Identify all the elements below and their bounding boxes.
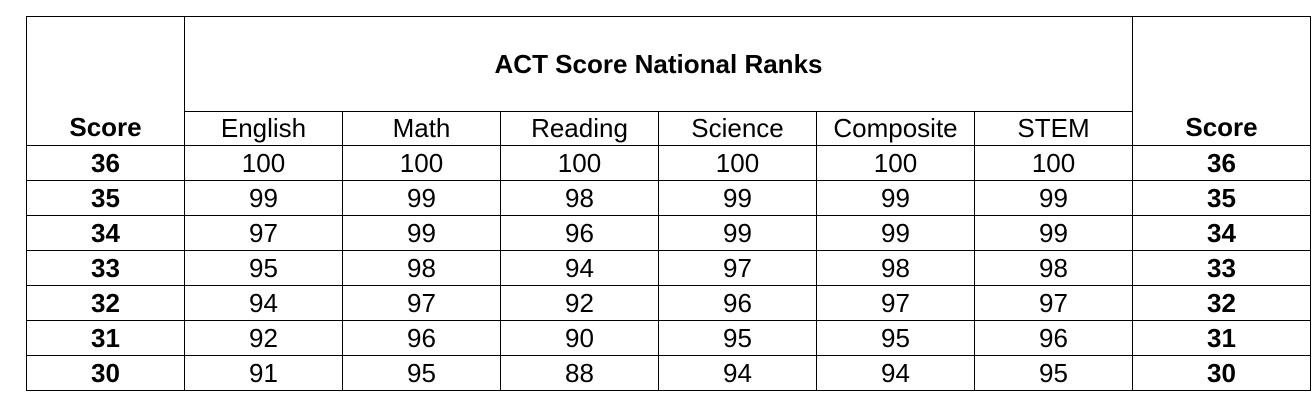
score-cell-right: 35 <box>1133 181 1311 216</box>
science-value: 97 <box>659 251 817 286</box>
stem-value: 96 <box>975 321 1133 356</box>
score-cell-left: 32 <box>27 286 185 321</box>
stem-value: 99 <box>975 181 1133 216</box>
math-value: 98 <box>343 251 501 286</box>
math-value: 95 <box>343 356 501 391</box>
composite-value: 95 <box>817 321 975 356</box>
english-value: 100 <box>185 146 343 181</box>
reading-value: 98 <box>501 181 659 216</box>
composite-value: 99 <box>817 181 975 216</box>
science-value: 100 <box>659 146 817 181</box>
english-value: 99 <box>185 181 343 216</box>
table-row <box>27 286 1311 321</box>
column-header-math: Math <box>343 112 501 146</box>
science-value: 99 <box>659 181 817 216</box>
english-value: 97 <box>185 216 343 251</box>
math-value: 96 <box>343 321 501 356</box>
composite-value: 97 <box>817 286 975 321</box>
column-header-english: English <box>185 112 343 146</box>
act-score-ranks-table <box>26 16 1311 391</box>
science-value: 96 <box>659 286 817 321</box>
reading-value: 92 <box>501 286 659 321</box>
score-cell-right: 34 <box>1133 216 1311 251</box>
score-header-left: Score <box>27 17 185 146</box>
reading-value: 90 <box>501 321 659 356</box>
stem-value: 100 <box>975 146 1133 181</box>
score-cell-left: 35 <box>27 181 185 216</box>
stem-value: 95 <box>975 356 1133 391</box>
table-row <box>27 146 1311 181</box>
score-cell-left: 31 <box>27 321 185 356</box>
english-value: 91 <box>185 356 343 391</box>
math-value: 99 <box>343 216 501 251</box>
table-row <box>27 321 1311 356</box>
english-value: 94 <box>185 286 343 321</box>
table-row <box>27 356 1311 391</box>
column-header-science: Science <box>659 112 817 146</box>
math-value: 99 <box>343 181 501 216</box>
score-header-right: Score <box>1133 17 1311 146</box>
english-value: 92 <box>185 321 343 356</box>
column-header-stem: STEM <box>975 112 1133 146</box>
math-value: 100 <box>343 146 501 181</box>
table-row <box>27 216 1311 251</box>
composite-value: 98 <box>817 251 975 286</box>
science-value: 94 <box>659 356 817 391</box>
stem-value: 97 <box>975 286 1133 321</box>
composite-value: 99 <box>817 216 975 251</box>
composite-value: 94 <box>817 356 975 391</box>
science-value: 95 <box>659 321 817 356</box>
score-cell-left: 33 <box>27 251 185 286</box>
table-body <box>27 146 1311 391</box>
science-value: 99 <box>659 216 817 251</box>
table-row <box>27 181 1311 216</box>
column-header-composite: Composite <box>817 112 975 146</box>
score-cell-right: 31 <box>1133 321 1311 356</box>
table-row <box>27 251 1311 286</box>
score-cell-left: 34 <box>27 216 185 251</box>
reading-value: 100 <box>501 146 659 181</box>
stem-value: 98 <box>975 251 1133 286</box>
reading-value: 88 <box>501 356 659 391</box>
score-cell-left: 30 <box>27 356 185 391</box>
score-cell-right: 30 <box>1133 356 1311 391</box>
title-row <box>27 17 1311 112</box>
english-value: 95 <box>185 251 343 286</box>
score-cell-right: 36 <box>1133 146 1311 181</box>
score-cell-right: 33 <box>1133 251 1311 286</box>
composite-value: 100 <box>817 146 975 181</box>
stem-value: 99 <box>975 216 1133 251</box>
column-header-reading: Reading <box>501 112 659 146</box>
reading-value: 96 <box>501 216 659 251</box>
score-cell-left: 36 <box>27 146 185 181</box>
math-value: 97 <box>343 286 501 321</box>
score-cell-right: 32 <box>1133 286 1311 321</box>
column-header-row <box>27 112 1311 146</box>
reading-value: 94 <box>501 251 659 286</box>
table-title: ACT Score National Ranks <box>185 17 1133 112</box>
